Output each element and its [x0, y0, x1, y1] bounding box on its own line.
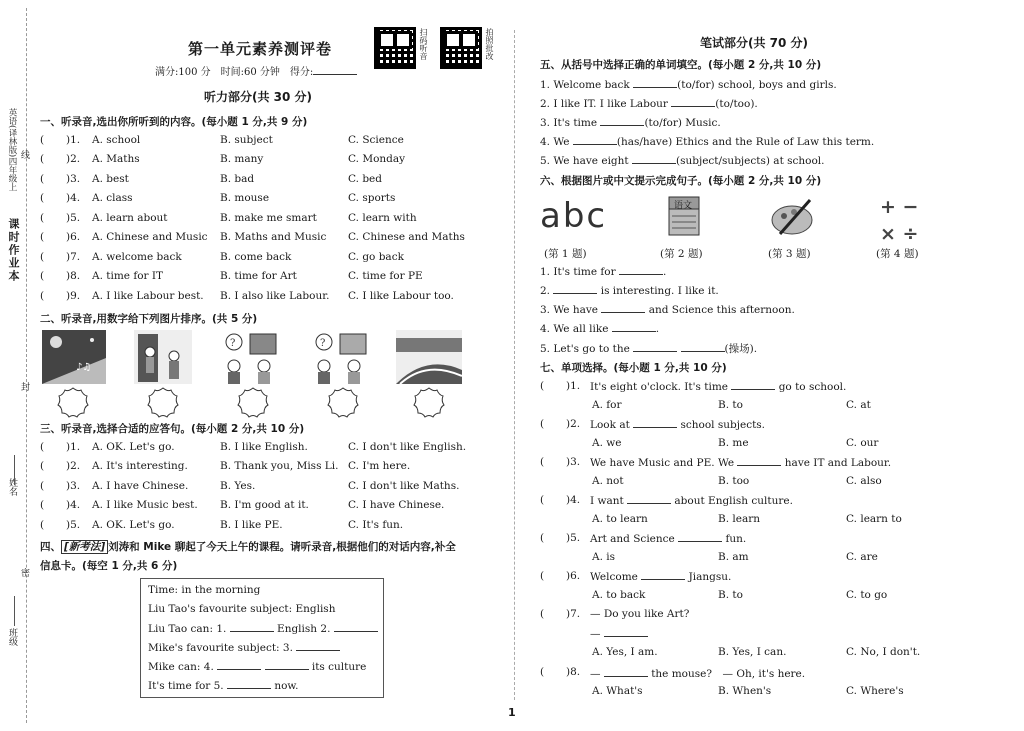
blank-1[interactable] [230, 622, 274, 632]
answer-paren[interactable]: ( [40, 441, 45, 453]
s3-row-5 [40, 519, 510, 535]
option-a: A. I have Chinese. [92, 480, 189, 492]
card-l4: Mike's favourite subject: 3. [148, 642, 293, 654]
question-stem [590, 494, 793, 507]
card-l6b: now. [274, 680, 299, 692]
answer-paren[interactable]: ( [40, 231, 45, 243]
option-b: B. I like English. [220, 441, 308, 453]
q-blank[interactable] [633, 418, 677, 428]
s6-2b: is interesting. I like it. [600, 285, 719, 297]
question-number: )7. [566, 608, 581, 620]
binding-margin [0, 0, 30, 731]
s6-5b: (操场). [724, 343, 758, 355]
option-c: C. Monday [348, 153, 406, 165]
blank-4a[interactable] [217, 660, 261, 670]
s6-blank-4[interactable] [612, 322, 656, 332]
s7-q3 [540, 456, 1010, 490]
card-l6a: It's time for 5. [148, 680, 224, 692]
card-liutao-fav: Liu Tao's favourite subject: English [148, 603, 336, 615]
s5-line-3 [540, 116, 721, 129]
option-c: C. I like Labour too. [348, 290, 454, 302]
s7-q5 [540, 532, 1010, 566]
question-number: )8. [66, 270, 81, 282]
q-blank[interactable] [641, 570, 685, 580]
option-a: A. Chinese and Music [92, 231, 208, 243]
s3-row-4 [40, 499, 510, 515]
section-7-heading: 七、单项选择。(每小题 1 分,共 10 分) [540, 362, 727, 374]
question-number: )1. [566, 380, 581, 392]
binding-dashed-line [26, 8, 27, 723]
s5-4a: 4. We [540, 136, 570, 148]
new-method-tag-label: 新考法 [68, 541, 101, 553]
s5-blank-3[interactable] [600, 116, 644, 126]
option-b: B. bad [220, 173, 255, 185]
s1-row-1 [40, 134, 510, 150]
qr-code-listen[interactable] [374, 27, 416, 69]
option-a: A. to back [592, 589, 646, 601]
answer-flower-5[interactable] [412, 386, 446, 420]
q-stem-a: It's eight o'clock. It's time [590, 381, 729, 393]
s5-line-2 [540, 97, 758, 110]
question-stem [590, 532, 746, 545]
option-b: B. many [220, 153, 264, 165]
option-c: C. our [846, 437, 879, 449]
side-field-feng: 封 [19, 382, 29, 391]
card-l3a: Liu Tao can: 1. [148, 623, 227, 635]
s7-q6 [540, 570, 1010, 604]
question-number: )3. [66, 173, 81, 185]
option-b: B. I'm good at it. [220, 499, 309, 511]
option-c: C. Chinese and Maths [348, 231, 465, 243]
question-number: )4. [566, 494, 581, 506]
s1-row-3 [40, 173, 510, 189]
s3-row-2 [40, 460, 510, 476]
question-number: )4. [66, 499, 81, 511]
page-number: 1 [508, 706, 516, 719]
option-b: B. Maths and Music [220, 231, 327, 243]
answer-flower-1[interactable] [56, 386, 90, 420]
option-c: C. sports [348, 192, 396, 204]
new-method-tag: [新考法] [61, 540, 108, 554]
s5-line-1 [540, 78, 837, 91]
question-stem [590, 456, 891, 469]
option-a: A. is [592, 551, 616, 563]
q-stem-b: go to school. [778, 381, 847, 393]
answer-paren[interactable]: ( [40, 519, 45, 531]
blank-2[interactable] [334, 622, 378, 632]
s4-heading-text: 刘涛和 Mike 聊起了今天上午的课程。请听录音,根据他们的对话内容,补全 [108, 541, 456, 553]
option-a: A. time for IT [92, 270, 164, 282]
answer-paren[interactable]: ( [540, 380, 545, 392]
q-blank[interactable] [627, 494, 671, 504]
s1-row-2 [40, 153, 510, 169]
s5-blank-1[interactable] [633, 78, 677, 88]
s5-2a: 2. I like IT. I like Labour [540, 98, 668, 110]
section-2-heading: 二、听录音,用数字给下列图片排序。(共 5 分) [40, 313, 258, 325]
s6-4a: 4. We all like [540, 323, 609, 335]
question-stem: — Do you like Art? [590, 608, 690, 620]
s5-2b: (to/too). [715, 98, 758, 110]
column-divider [514, 30, 515, 700]
question-number: )3. [66, 480, 81, 492]
card-mike-can [148, 660, 366, 673]
side-field-xian: 线 [19, 150, 29, 159]
score-meta-text: 满分:100 分 时间:60 分钟 得分: [155, 67, 314, 78]
question-reply [590, 627, 648, 640]
side-name-line [14, 455, 15, 485]
s6-line-4 [540, 322, 659, 335]
option-a: A. learn about [92, 212, 168, 224]
section-5-heading: 五、从括号中选择正确的单词填空。(每小题 2 分,共 10 分) [540, 59, 822, 71]
question-number: )2. [66, 153, 81, 165]
option-c: C. bed [348, 173, 382, 185]
card-mike-fav [148, 641, 340, 654]
option-c: C. time for PE [348, 270, 423, 282]
answer-flower-4[interactable] [326, 386, 360, 420]
option-a: A. I like Labour best. [92, 290, 204, 302]
answer-paren[interactable]: ( [40, 173, 45, 185]
option-c: C. I'm here. [348, 460, 411, 472]
score-meta [155, 63, 357, 78]
option-c: C. at [846, 399, 871, 411]
s6-3b: and Science this afternoon. [648, 304, 795, 316]
s1-row-4 [40, 192, 510, 208]
question-stem [590, 418, 765, 431]
answer-paren[interactable]: ( [40, 270, 45, 282]
option-c: C. I don't like English. [348, 441, 467, 453]
option-b: B. Yes. [220, 480, 256, 492]
answer-paren[interactable]: ( [540, 418, 545, 430]
option-c: C. learn with [348, 212, 417, 224]
question-number: )2. [566, 418, 581, 430]
s5-3a: 3. It's time [540, 117, 598, 129]
picture-classroom-door [134, 330, 192, 384]
section-6-heading: 六、根据图片或中文提示完成句子。(每小题 2 分,共 10 分) [540, 175, 822, 187]
s7-q7 [540, 608, 1010, 662]
picture-playground [396, 330, 462, 384]
s6-line-1 [540, 265, 666, 278]
blank-3[interactable] [296, 641, 340, 651]
pic-maths-symbols: + − × ÷ [880, 196, 919, 245]
q-stem-a: Look at [590, 419, 630, 431]
section-4-heading-cont: 信息卡。(每空 1 分,共 6 分) [40, 560, 178, 572]
q-stem-a: I want [590, 495, 624, 507]
s6-line-5 [540, 341, 757, 356]
q-blank[interactable] [604, 667, 648, 677]
caption-3: (第 3 题) [768, 248, 811, 260]
pic-art-brush [770, 198, 814, 236]
card-time: Time: in the morning [148, 584, 261, 596]
blank-4b[interactable] [265, 660, 309, 670]
svg-text:?: ? [230, 338, 236, 349]
answer-paren[interactable]: ( [540, 532, 545, 544]
q-stem-a: Art and Science [590, 533, 675, 545]
score-blank[interactable] [313, 65, 357, 75]
s6-1b: . [663, 266, 667, 278]
option-c: C. I don't like Maths. [348, 480, 460, 492]
option-a: A. we [592, 437, 622, 449]
answer-paren[interactable]: ( [40, 153, 45, 165]
option-b: B. am [718, 551, 749, 563]
s1-row-8 [40, 270, 510, 286]
blank-5[interactable] [227, 679, 271, 689]
option-b: B. Yes, I can. [718, 646, 787, 658]
section-3-heading: 三、听录音,选择合适的应答句。(每小题 2 分,共 10 分) [40, 423, 305, 435]
option-c: C. Science [348, 134, 404, 146]
answer-paren[interactable]: ( [40, 212, 45, 224]
option-a: A. not [592, 475, 624, 487]
s6-line-3 [540, 303, 795, 316]
s5-blank-4[interactable] [573, 135, 617, 145]
option-c: C. go back [348, 251, 404, 263]
reply-dash: — [590, 628, 601, 640]
question-stem [590, 666, 805, 681]
card-l3b: English 2. [277, 623, 331, 635]
option-a: A. OK. Let's go. [92, 441, 175, 453]
card-time-for [148, 679, 299, 692]
s7-q4 [540, 494, 1010, 528]
picture-kids-think-subject [220, 332, 284, 384]
listening-title: 听力部分(共 30 分) [204, 90, 313, 104]
q-stem-a: — [590, 668, 601, 680]
s5-line-5 [540, 154, 825, 167]
question-number: )3. [566, 456, 581, 468]
caption-4: (第 4 题) [876, 248, 919, 260]
side-field-mi: 密 [19, 568, 29, 577]
s7-q1 [540, 380, 1010, 414]
s5-line-4 [540, 135, 874, 148]
question-number: )8. [566, 666, 581, 678]
question-number: )5. [566, 532, 581, 544]
option-a: A. Maths [92, 153, 140, 165]
option-c: C. Where's [846, 685, 904, 697]
option-a: A. welcome back [92, 251, 182, 263]
option-a: A. Yes, I am. [592, 646, 658, 658]
option-b: B. learn [718, 513, 761, 525]
side-field-class: 班级 [7, 628, 17, 646]
s5-3b: (to/for) Music. [644, 117, 721, 129]
s6-2a: 2. [540, 285, 551, 297]
question-number: )4. [66, 192, 81, 204]
answer-paren[interactable]: ( [540, 570, 545, 582]
answer-paren[interactable]: ( [40, 499, 45, 511]
option-c: C. No, I don't. [846, 646, 921, 658]
q-stem-b: the mouse? — Oh, it's here. [651, 668, 806, 680]
answer-paren[interactable]: ( [540, 666, 545, 678]
option-b: B. Thank you, Miss Li. [220, 460, 339, 472]
option-a: A. best [92, 173, 129, 185]
side-edition: 英语(译林版)四年级上 [7, 108, 17, 192]
option-b: B. subject [220, 134, 273, 146]
card-l5a: Mike can: 4. [148, 661, 214, 673]
option-a: A. What's [592, 685, 643, 697]
option-a: A. class [92, 192, 133, 204]
answer-paren[interactable]: ( [40, 460, 45, 472]
option-a: A. to learn [592, 513, 648, 525]
option-b: B. too [718, 475, 750, 487]
s1-row-9 [40, 290, 510, 306]
option-c: C. also [846, 475, 882, 487]
option-b: B. come back [220, 251, 292, 263]
s5-blank-2[interactable] [671, 97, 715, 107]
qr-listen-label: 扫码听音 [419, 28, 428, 60]
svg-text:?: ? [320, 338, 326, 349]
s6-line-2 [540, 284, 719, 297]
s5-blank-5[interactable] [632, 154, 676, 164]
side-field-name: 姓名 [7, 478, 17, 496]
option-b: B. me [718, 437, 749, 449]
pic-chinese-book-label: 语文 [674, 201, 693, 211]
option-c: C. learn to [846, 513, 902, 525]
s6-3a: 3. We have [540, 304, 599, 316]
question-number: )2. [66, 460, 81, 472]
card-liutao-can [148, 622, 378, 635]
option-b: B. When's [718, 685, 772, 697]
answer-flower-3[interactable] [236, 386, 270, 420]
pic-abc: abc [540, 196, 608, 236]
option-b: B. to [718, 399, 743, 411]
question-number: )6. [66, 231, 81, 243]
s4-prefix: 四、 [40, 541, 61, 553]
question-number: )9. [66, 290, 81, 302]
q-stem-a: We have Music and PE. We [590, 457, 735, 469]
card-l5b: its culture [311, 661, 367, 673]
s7-q8 [540, 666, 1010, 700]
answer-paren[interactable]: ( [540, 608, 545, 620]
option-b: B. I like PE. [220, 519, 283, 531]
option-b: B. make me smart [220, 212, 317, 224]
question-number: )7. [66, 251, 81, 263]
option-a: A. OK. Let's go. [92, 519, 175, 531]
info-card [140, 578, 384, 698]
picture-kids-think-place [310, 332, 374, 384]
s6-1a: 1. It's time for [540, 266, 616, 278]
s6-blank-5b[interactable] [681, 342, 725, 352]
option-b: B. mouse [220, 192, 270, 204]
qr-grade-label: 拍照批改 [485, 28, 494, 60]
question-number: )5. [66, 519, 81, 531]
q-blank[interactable] [737, 456, 781, 466]
svg-text:♪♫: ♪♫ [76, 362, 92, 373]
side-book-title: 课时作业本 [7, 218, 20, 283]
s6-5a: 5. Let's go to the [540, 343, 630, 355]
section-4-heading [40, 539, 456, 554]
q-stem-b: fun. [725, 533, 747, 545]
option-c: C. It's fun. [348, 519, 404, 531]
s1-row-5 [40, 212, 510, 228]
question-stem [590, 380, 846, 393]
question-stem [590, 570, 731, 583]
option-c: C. are [846, 551, 878, 563]
s1-row-6 [40, 231, 510, 247]
option-a: A. school [92, 134, 141, 146]
q-stem-b: have IT and Labour. [784, 457, 892, 469]
q-stem-a: Welcome [590, 571, 638, 583]
side-class-line [14, 596, 15, 626]
s6-blank-3[interactable] [601, 303, 645, 313]
answer-paren[interactable]: ( [40, 290, 45, 302]
option-a: A. I like Music best. [92, 499, 198, 511]
s7-q2 [540, 418, 1010, 452]
question-number: )5. [66, 212, 81, 224]
q-blank[interactable] [604, 627, 648, 637]
answer-paren[interactable]: ( [540, 494, 545, 506]
qr-code-grade[interactable] [440, 27, 482, 69]
q-blank[interactable] [678, 532, 722, 542]
s5-5b: (subject/subjects) at school. [675, 155, 825, 167]
caption-1: (第 1 题) [544, 248, 587, 260]
s6-4b: . [655, 323, 660, 335]
written-title: 笔试部分(共 70 分) [700, 36, 809, 50]
option-a: A. for [592, 399, 622, 411]
question-number: )6. [566, 570, 581, 582]
s3-row-1 [40, 441, 510, 457]
option-c: C. I have Chinese. [348, 499, 445, 511]
q-stem-b: about English culture. [674, 495, 793, 507]
section-1-heading: 一、听录音,选出你所听到的内容。(每小题 1 分,共 9 分) [40, 116, 308, 128]
question-number: )1. [66, 134, 81, 146]
option-b: B. I also like Labour. [220, 290, 330, 302]
s5-1b: (to/for) school, boys and girls. [677, 79, 837, 91]
s3-row-3 [40, 480, 510, 496]
option-c: C. to go [846, 589, 888, 601]
answer-paren[interactable]: ( [40, 251, 45, 263]
s6-blank-5a[interactable] [633, 342, 677, 352]
question-number: )1. [66, 441, 81, 453]
s6-blank-2[interactable] [553, 284, 597, 294]
s5-1a: 1. Welcome back [540, 79, 630, 91]
s5-5a: 5. We have eight [540, 155, 629, 167]
s6-blank-1[interactable] [619, 265, 663, 275]
answer-paren[interactable]: ( [540, 456, 545, 468]
option-a: A. It's interesting. [92, 460, 188, 472]
answer-paren[interactable]: ( [40, 480, 45, 492]
caption-2: (第 2 题) [660, 248, 703, 260]
page-title: 第一单元素养测评卷 [188, 40, 333, 58]
q-stem-b: school subjects. [680, 419, 766, 431]
answer-flower-2[interactable] [146, 386, 180, 420]
s5-4b: (has/have) Ethics and the Rule of Law this term. [616, 136, 875, 148]
answer-paren[interactable]: ( [40, 192, 45, 204]
q-stem-b: Jiangsu. [688, 571, 732, 583]
q-blank[interactable] [731, 380, 775, 390]
option-b: B. to [718, 589, 743, 601]
answer-paren[interactable]: ( [40, 134, 45, 146]
picture-night-music [42, 330, 106, 384]
s1-row-7 [40, 251, 510, 267]
option-b: B. time for Art [220, 270, 297, 282]
